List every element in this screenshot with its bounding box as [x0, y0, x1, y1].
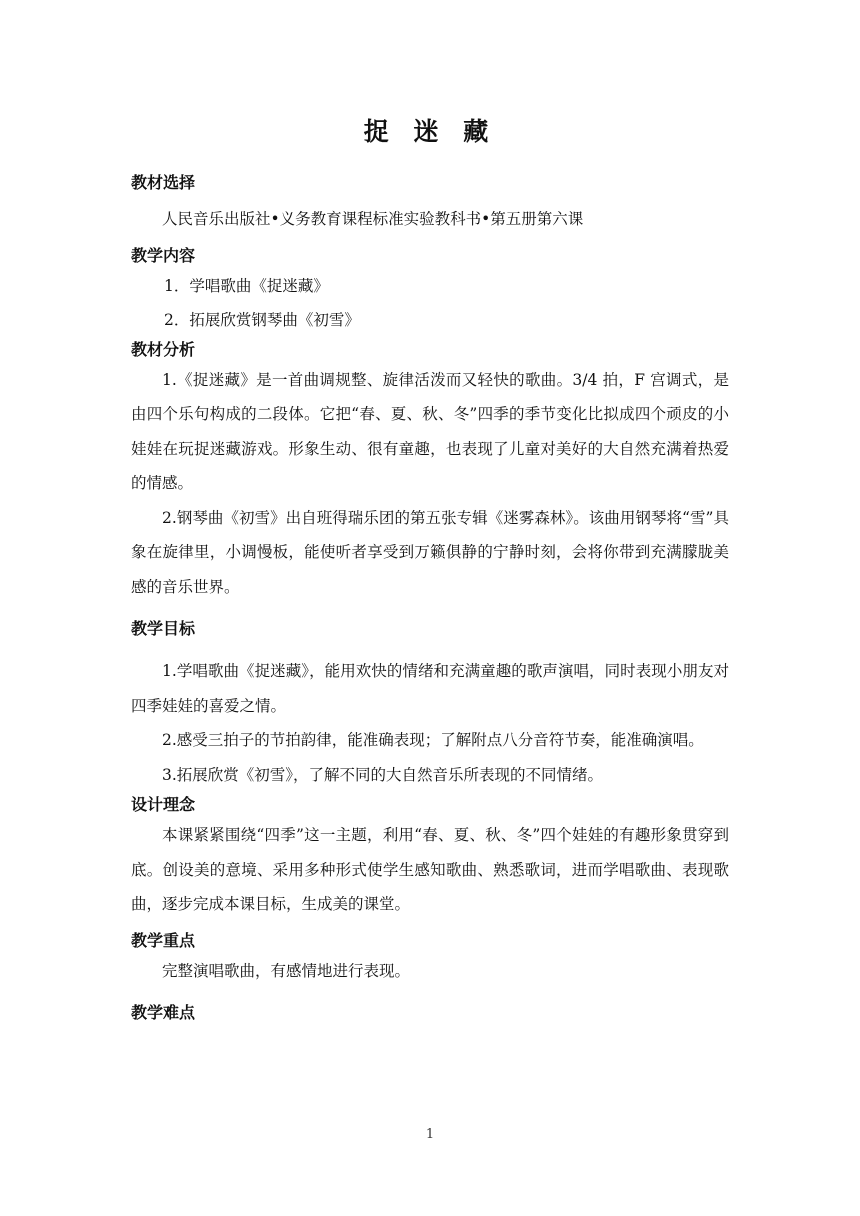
- section-heading: 设计理念: [131, 795, 196, 814]
- paragraph: 1.《捉迷藏》是一首曲调规整、旋律活泼而又轻快的歌曲。3/4 拍，F 宫调式，是由四个乐句构成的二段体。它把“春、夏、秋、冬”四季的季节变化比拟成四个顽皮的小娃娃在玩捉迷藏游戏。形象生动、很有童趣，也表现了儿童对美好的大自然充满着热爱的情感。: [131, 370, 729, 492]
- paragraph: 本课紧紧围绕“四季”这一主题，利用“春、夏、秋、冬”四个娃娃的有趣形象贯穿到底。创设美的意境、采用多种形式使学生感知歌曲、熟悉歌词，进而学唱歌曲、表现歌曲，逐步完成本课目标，生成美的课堂。: [131, 826, 729, 913]
- paragraph: 人民音乐出版社•义务教育课程标准实验教科书•第五册第六课: [162, 210, 584, 228]
- list-item: 2．拓展欣赏钢琴曲《初雪》: [164, 310, 360, 329]
- list-item: 1．学唱歌曲《捉迷藏》: [164, 276, 329, 295]
- section-heading: 教学重点: [131, 930, 196, 950]
- section-heading: 教学难点: [131, 1003, 196, 1022]
- section-heading: 教学目标: [131, 619, 196, 638]
- paragraph: 1.学唱歌曲《捉迷藏》，能用欢快的情绪和充满童趣的歌声演唱，同时表现小朋友对四季娃娃的喜爱之情。: [131, 662, 729, 715]
- paragraph: 完整演唱歌曲，有感情地进行表现。: [162, 961, 411, 980]
- section-heading: 教材选择: [131, 173, 196, 192]
- paragraph: 3.拓展欣赏《初雪》，了解不同的大自然音乐所表现的不同情绪。: [162, 765, 604, 784]
- paragraph: 2.感受三拍子的节拍韵律，能准确表现；了解附点八分音符节奏，能准确演唱。: [162, 731, 704, 749]
- page-number: 1: [425, 1127, 435, 1142]
- section-heading: 教学内容: [131, 245, 196, 265]
- section-heading: 教材分析: [131, 339, 196, 359]
- document-title: 捉 迷 藏: [363, 117, 497, 146]
- document-body: [131, 170, 729, 1026]
- paragraph: 2.钢琴曲《初雪》出自班得瑞乐团的第五张专辑《迷雾森林》。该曲用钢琴将“雪”具象在旋律里，小调慢板，能使听者享受到万籁俱静的宁静时刻，会将你带到充满朦胧美感的音乐世界。: [131, 508, 729, 596]
